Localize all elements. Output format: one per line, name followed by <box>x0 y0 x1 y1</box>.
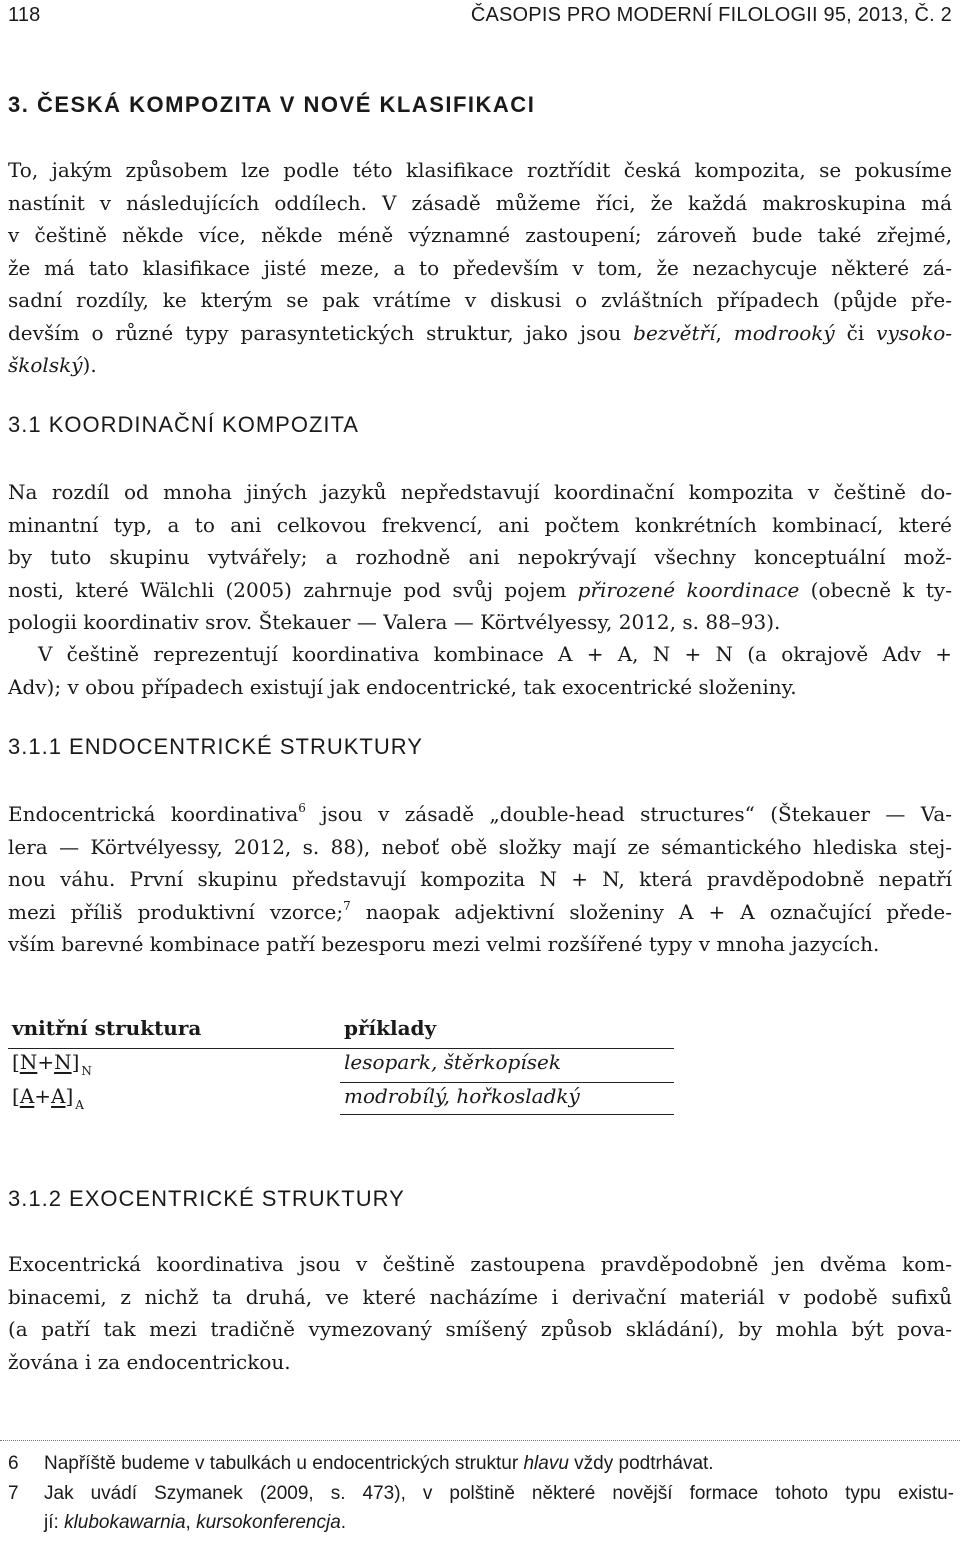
text-line: že má tato klasifikace jisté meze, a to především v tom, že nezachycuje některé zá- <box>8 255 952 280</box>
separator: . <box>340 1512 347 1533</box>
text-line: nou váhu. První skupinu představují kompozita N + N, která pravděpodobně nepatří <box>8 867 952 891</box>
footnote-ref[interactable]: 7 <box>343 898 351 913</box>
footnote-text <box>44 1449 954 1478</box>
bracket: ] <box>71 1050 80 1074</box>
subsection-heading-exocentric: 3.1.2 EXOCENTRICKÉ STRUKTURY <box>8 1186 405 1211</box>
text-line: v češtině někde více, někde méně významné zastoupení; zároveň bude také zřejmé, <box>8 223 952 247</box>
text-line: (a patří tak mezi tradičně vymezovaný smíšený způsob skládání), by mohla být pova- <box>8 1317 952 1341</box>
example-word: kursokonferencja <box>196 1512 341 1533</box>
structure-cell <box>12 1050 92 1078</box>
examples-cell: lesopark, štěrkopísek <box>344 1050 561 1074</box>
text-line: Adv); v obou případech existují jak endocentrické, tak exocentrické složeniny. <box>8 674 797 699</box>
example-word: vysoko- <box>876 320 952 345</box>
plus: + <box>37 1050 55 1074</box>
head-symbol: N <box>54 1050 72 1074</box>
text-run: (obecně k ty- <box>799 577 952 602</box>
text-line <box>44 1449 954 1478</box>
text-line <box>8 317 952 350</box>
text-line: minantní typ, a to ani celkovou frekvencí, ani počtem konkrétních kombinací, které <box>8 512 952 537</box>
separator: , <box>715 320 734 345</box>
structure-cell <box>12 1084 84 1112</box>
table-row <box>8 1046 674 1080</box>
separator: ). <box>82 353 97 377</box>
column-header: příklady <box>344 1016 437 1040</box>
table-rule <box>340 1114 674 1115</box>
plus: + <box>34 1084 52 1108</box>
subsection-heading-coordination: 3.1 KOORDINAČNÍ KOMPOZITA <box>8 412 359 437</box>
text-line <box>44 1508 954 1537</box>
journal-title: ČASOPIS PRO MODERNÍ FILOLOGII 95, 2013, Č. 2 <box>470 4 952 26</box>
bracket: ] <box>65 1084 74 1108</box>
footnote-text <box>44 1479 954 1537</box>
text-line <box>8 798 952 831</box>
category-subscript: N <box>81 1064 92 1078</box>
text-line: nastínit v následujících oddílech. V zásadě můžeme říci, že každá makroskupina má <box>8 190 952 215</box>
head-symbol: N <box>19 1050 38 1074</box>
footnote-divider <box>0 1440 960 1441</box>
column-header: vnitřní struktura <box>12 1016 202 1040</box>
intro-paragraph <box>8 154 952 382</box>
text-line: To, jakým způsobem lze podle této klasifikace roztřídit česká kompozita, se pokusíme <box>8 158 952 182</box>
text-run: nosti, které Wälchli (2005) zahrnuje pod svůj pojem <box>8 577 578 602</box>
text-line: žována i za endocentrickou. <box>8 1349 291 1374</box>
footnote-number: 7 <box>8 1483 19 1504</box>
text-line: vším barevné kombinace patří bezesporu mezi velmi rozšířené typy v mnoha jazycích. <box>8 932 880 956</box>
text-run: mezi příliš produktivní vzorce; <box>8 899 344 924</box>
text-line: pologii koordinativ srov. Štekauer — Valera — Körtvélyessy, 2012, s. 88–93). <box>8 610 781 634</box>
text-line <box>8 896 952 929</box>
bracket: [ <box>12 1084 20 1108</box>
head-symbol: A <box>19 1084 35 1108</box>
text-run: vždy podtrhávat. <box>568 1453 714 1474</box>
category-subscript: A <box>75 1098 84 1112</box>
separator: , <box>185 1512 197 1533</box>
section-heading: 3. ČESKÁ KOMPOZITA V NOVÉ KLASIFIKACI <box>8 92 536 117</box>
running-head <box>8 4 952 38</box>
subsection-heading-endocentric: 3.1.1 ENDOCENTRICKÉ STRUKTURY <box>8 734 423 759</box>
text-line <box>8 574 952 607</box>
page-number: 118 <box>8 4 41 26</box>
text-run: jí: <box>44 1512 65 1533</box>
term: přirozené koordinace <box>577 577 800 602</box>
footnote-ref[interactable]: 6 <box>298 801 306 816</box>
text-line: binacemi, z nichž ta druhá, ve které nacházíme i derivační materiál v podobě sufixů <box>8 1284 952 1309</box>
coordination-paragraph-1 <box>8 476 952 639</box>
exocentric-paragraph <box>8 1248 952 1378</box>
endocentric-paragraph <box>8 798 952 961</box>
bracket: [ <box>12 1050 20 1074</box>
term: hlavu <box>523 1453 569 1474</box>
text-line <box>8 349 952 382</box>
text-run: jsou v zásadě „double-head structures“ (Štekauer — Va- <box>305 802 953 826</box>
example-word: školský <box>8 353 83 377</box>
text-run: Napříště budeme v tabulkách u endocentrických struktur <box>44 1453 524 1474</box>
text-run: naopak adjektivní složeniny A + A označující přede- <box>350 899 952 924</box>
example-word: bezvětří <box>633 320 716 345</box>
text-line: lera — Körtvélyessy, 2012, s. 88), neboť obě složky mají ze sémantického hlediska stej- <box>8 834 952 859</box>
footnote-number: 6 <box>8 1453 19 1474</box>
coordination-paragraph-2 <box>8 638 952 703</box>
table-header-row <box>8 1012 674 1046</box>
examples-cell: modrobílý, hořkosladký <box>344 1084 580 1108</box>
text-run: devším o různé typy parasyntetických struktur, jako jsou <box>8 320 634 345</box>
text-run: Endocentrická koordinativa <box>8 802 299 826</box>
head-symbol: A <box>51 1084 66 1108</box>
text-line: Jak uvádí Szymanek (2009, s. 473), v polštině některé novější formace tohoto typu existu- <box>44 1483 954 1504</box>
structure-table <box>8 1012 674 1114</box>
text-line: Na rozdíl od mnoha jiných jazyků nepředstavují koordinační kompozita v češtině do- <box>8 480 952 504</box>
text-line: by tuto skupinu vytvářely; a rozhodně ani nepokrývají všechny konceptuální mož- <box>8 545 952 569</box>
example-word: modrooký <box>733 320 835 345</box>
text-line: V češtině reprezentují koordinativa kombinace A + A, N + N (a okrajově Adv + <box>38 642 952 666</box>
text-line: sadní rozdíly, ke kterým se pak vrátíme v diskusi o zvláštních případech (půjde pře- <box>8 288 952 312</box>
example-word: klubokawarnia <box>64 1512 186 1533</box>
text-line: Exocentrická koordinativa jsou v češtině zastoupena pravděpodobně jen dvěma kom- <box>8 1252 952 1276</box>
table-row <box>8 1080 674 1114</box>
separator: či <box>834 320 877 345</box>
